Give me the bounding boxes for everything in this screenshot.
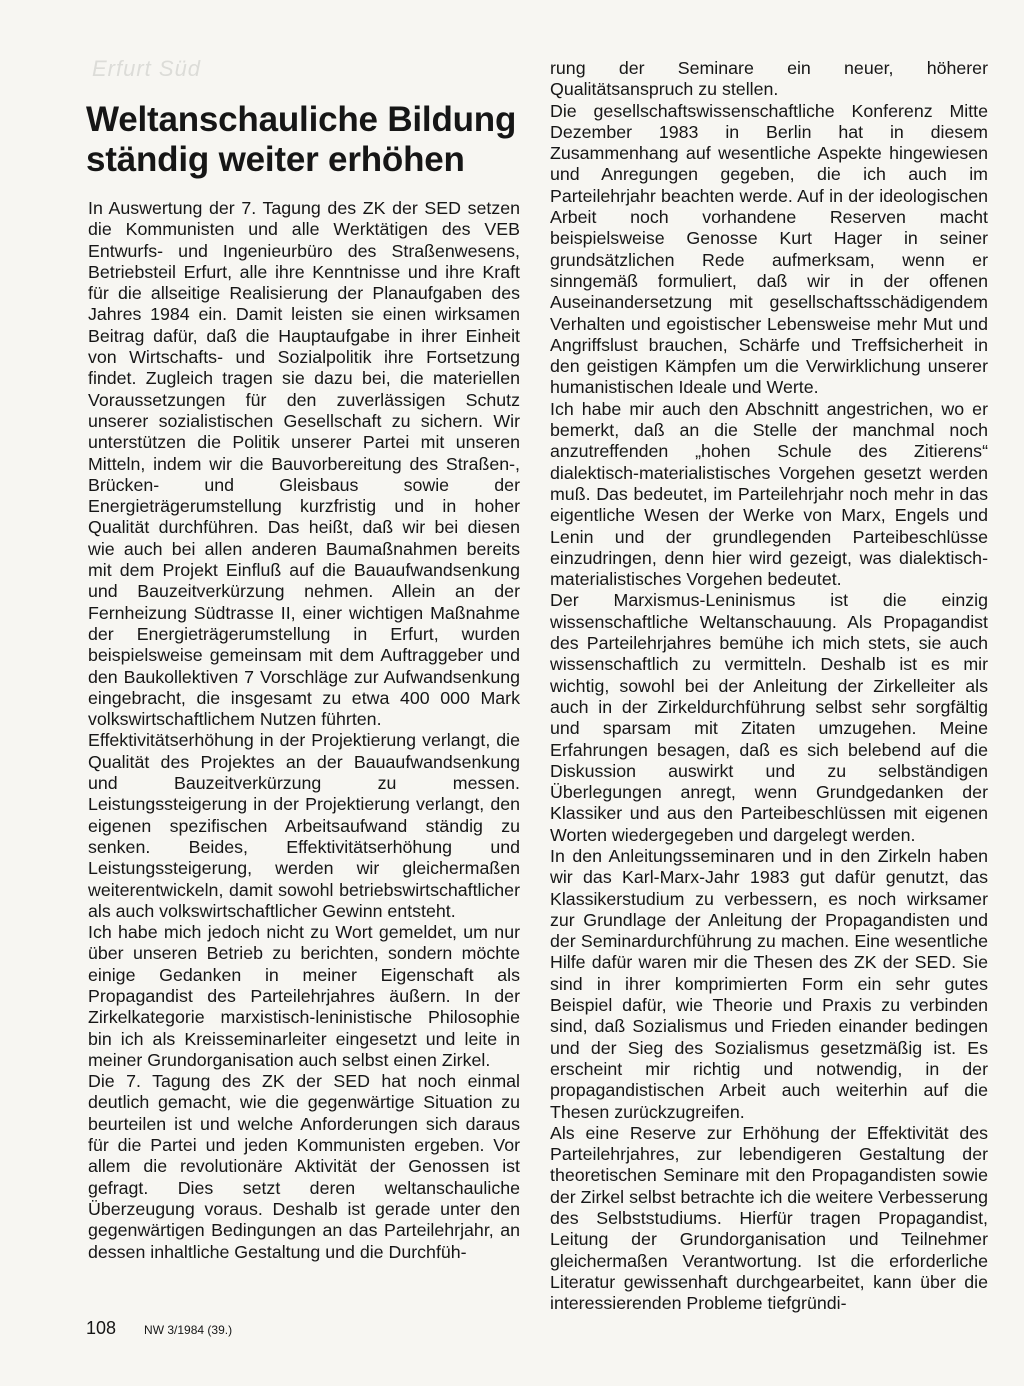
issue-reference: NW 3/1984 (39.) xyxy=(144,1323,233,1337)
title-line-1: Weltanschauliche Bildung xyxy=(86,100,517,139)
right-column xyxy=(550,58,988,1315)
paragraph: Als eine Reserve zur Erhöhung der Effektivität des Parteilehrjahres, zur lebendigeren Gestaltung der theoretischen Seminare mit den Propagandisten sowie der Zirkel selbst betrachte ich die weitere Verbesserung des Selbststudiums. Hierfür tragen Propagandist, Leitung der Grundorganisation und Teilnehmer gleichermaßen Verantwortung. Ist die erforderliche Literatur gewissenhaft durchgearbeitet, kann über die interessierenden Probleme tiefgründi- xyxy=(550,1122,988,1314)
paragraph: rung der Seminare ein neuer, höherer Qualitätsanspruch zu stellen. xyxy=(550,58,988,100)
page-number: 108 xyxy=(86,1318,117,1338)
article-title xyxy=(86,100,526,180)
paragraph: Der Marxismus-Leninismus ist die einzig wissenschaftliche Weltanschauung. Als Propagandist des Parteilehrjahres bemühe ich mich stets, sie auch wissenschaftlich zu vermitteln. Deshalb ist es mir wichtig, sowohl bei der Anleitung der Zirkelleiter als auch in der Zirkeldurchführung selbst sehr sorgfältig und sparsam mit Zitaten umzugehen. Meine Erfahrungen besagen, daß es sich belebend auf die Diskussion auswirkt und zu selbständigen Überlegungen anregt, wenn Grundgedanken der Klassiker und aus den Parteibeschlüssen mit eigenen Worten wiedergegeben und dargelegt werden. xyxy=(550,590,988,845)
paragraph: Die gesellschaftswissenschaftliche Konferenz Mitte Dezember 1983 in Berlin hat in diesem Zusammenhang auf wesentliche Aspekte hingewiesen und Anregungen gegeben, die ich auch im Parteilehrjahr beachten werde. Auf in der ideologischen Arbeit noch vorhandene Reserven macht beispielsweise Genosse Kurt Hager in seiner grundsätzlichen Rede aufmerksam, wenn er sinngemäß formuliert, daß wir in der offenen Auseinandersetzung mit gesellschaftsschädigendem Verhalten und egoistischer Lebensweise mehr Mut und Angriffslust brauchen, Schärfe und Treffsicherheit in den geistigen Kämpfen um die Verwirklichung unserer humanistischen Ideale und Werte. xyxy=(550,100,988,398)
paragraph: Die 7. Tagung des ZK der SED hat noch einmal deutlich gemacht, wie die gegenwärtige Situation zu beurteilen ist und welche Anforderungen sich daraus für die Partei und jeden Kommunisten ergeben. Vor allem die revolutionäre Aktivität der Genossen ist gefragt. Dies setzt deren weltanschauliche Überzeugung voraus. Deshalb ist gerade unter den gegenwärtigen Bedingungen an das Parteilehrjahr, an dessen inhaltliche Gestaltung und die Durchfüh- xyxy=(88,1071,520,1262)
title-line-2: ständig weiter erhöhen xyxy=(86,140,465,179)
paragraph: In den Anleitungsseminaren und in den Zirkeln haben wir das Karl-Marx-Jahr 1983 gut dafür genutzt, das Klassikerstudium zu verbessern, es noch wirksamer zur Grundlage der Anleitung der Propagandisten und der Seminardurchführung zu machen. Eine wesentliche Hilfe dafür waren mir die Thesen des ZK der SED. Sie sind in ihrer komprimierten Form ein sehr gutes Beispiel dafür, wie Theorie und Praxis zu verbinden sind, daß Sozialismus und Frieden einander bedingen und der Sieg des Sozialismus gesetzmäßig ist. Es erscheint mir richtig und notwendig, in der propagandistischen Arbeit auch weiterhin auf die Thesen zurückzugreifen. xyxy=(550,845,988,1122)
paragraph: Ich habe mich jedoch nicht zu Wort gemeldet, um nur über unseren Betrieb zu berichten, sondern möchte einige Gedanken in meiner Eigenschaft als Propagandist des Parteilehrjahres äußern. In der Zirkelkategorie marxistisch-leninistische Philosophie bin ich als Kreisseminarleiter eingesetzt und leite in meiner Grundorganisation auch selbst einen Zirkel. xyxy=(88,922,520,1070)
paragraph: In Auswertung der 7. Tagung des ZK der SED setzen die Kommunisten und alle Werktätigen des VEB Entwurfs- und Ingenieurbüro des Straßenwesens, Betriebsteil Erfurt, alle ihre Kenntnisse und ihre Kraft für die allseitige Realisierung der Planaufgaben des Jahres 1984 ein. Damit leisten sie einen wirksamen Beitrag dafür, daß die Hauptaufgabe in ihrer Einheit von Wirtschafts- und Sozialpolitik ihre Fortsetzung findet. Zugleich tragen sie dazu bei, die materiellen Voraussetzungen für den zuverlässigen Schutz unserer sozialistischen Gesellschaft zu sichern. Wir unterstützen die Politik unserer Partei mit unseren Mitteln, indem wir die Bauvorbereitung des Straßen-, Brücken- und Gleisbaus sowie der Energieträgerumstellung kurzfristig und in hoher Qualität durchführen. Das heißt, daß wir bei diesen wie auch bei allen anderen Baumaßnahmen bereits mit dem Projekt Einfluß auf die Bauaufwandsenkung und Bauzeitverkürzung nehmen. Allein an der Fernheizung Südtrasse II, einer wichtigen Maßnahme der Energieträgerumstellung in Erfurt, wurden beispielsweise gemeinsam mit dem Auftraggeber und den Baukollektiven 7 Vorschläge zur Aufwandsenkung eingebracht, die insgesamt zu etwa 400 000 Mark volkswirtschaftlichem Nutzen führten. xyxy=(88,198,520,730)
page-footer xyxy=(86,1318,232,1339)
left-column xyxy=(88,198,520,1263)
kicker-location: Erfurt Süd xyxy=(92,56,202,81)
paragraph: Ich habe mir auch den Abschnitt angestrichen, wo er bemerkt, daß an die Stelle der manchmal noch anzutreffenden „hohen Schule des Zitierens“ dialektisch-materialistisches Vorgehen gesetzt werden muß. Das bedeutet, im Parteilehrjahr noch mehr in das eigentliche Wesen der Werke von Marx, Engels und Lenin und der grundlegenden Parteibeschlüsse einzudringen, denn hier wird gezeigt, was dialektisch-materialistisches Vorgehen bedeutet. xyxy=(550,398,988,590)
paragraph: Effektivitätserhöhung in der Projektierung verlangt, die Qualität des Projektes an der Bauaufwandsenkung und Bauzeitverkürzung zu messen. Leistungssteigerung in der Projektierung verlangt, den eigenen spezifischen Arbeitsaufwand ständig zu senken. Beides, Effektivitätserhöhung und Leistungssteigerung, werden wir gleichermaßen weiterentwickeln, damit sowohl betriebswirtschaftlicher als auch volkswirtschaftlicher Gewinn entsteht. xyxy=(88,730,520,921)
